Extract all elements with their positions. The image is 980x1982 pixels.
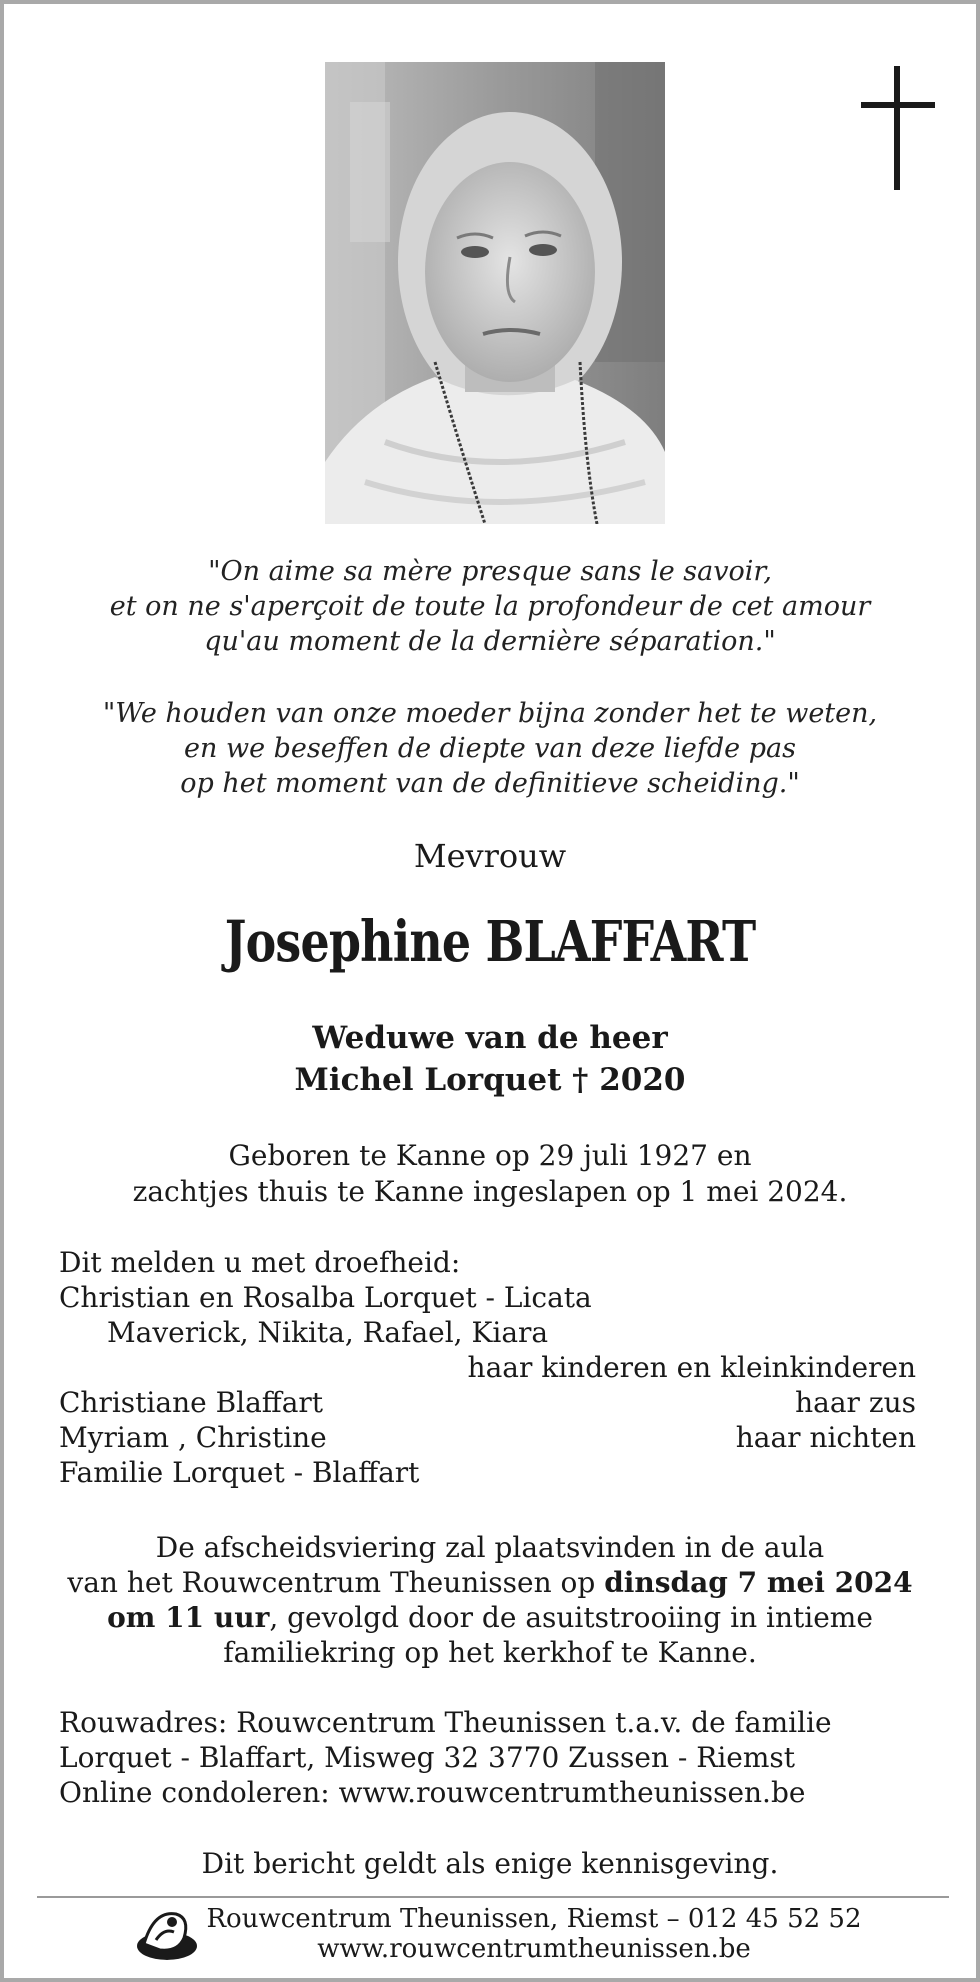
address-line-2: Lorquet - Blaffart, Misweg 32 3770 Zussen - Riemst bbox=[59, 1741, 796, 1774]
portrait-illustration bbox=[325, 62, 665, 524]
born-line-2: zachtjes thuis te Kanne ingeslapen op 1 mei 2024. bbox=[132, 1175, 848, 1208]
ceremony-line-3-text: , gevolgd door de asuitstrooiing in intieme bbox=[269, 1601, 873, 1634]
ceremony-time: om 11 uur bbox=[107, 1601, 270, 1634]
quote-french-line: "On aime sa mère presque sans le savoir, bbox=[208, 556, 772, 587]
ceremony-line-1: De afscheidsviering zal plaatsvinden in de aula bbox=[155, 1531, 825, 1564]
ceremony-line-2 bbox=[4, 1565, 976, 1601]
quote-french bbox=[4, 554, 976, 659]
ceremony-line-2-text: van het Rouwcentrum Theunissen op bbox=[67, 1566, 605, 1599]
cross-icon bbox=[861, 66, 935, 190]
family-grandchildren: Maverick, Nikita, Rafael, Kiara bbox=[107, 1316, 549, 1349]
salutation: Mevrouw bbox=[413, 837, 567, 875]
footer-divider bbox=[37, 1896, 949, 1898]
family-children: Christian en Rosalba Lorquet - Licata bbox=[59, 1281, 592, 1314]
family-nieces-relation: haar nichten bbox=[735, 1421, 916, 1454]
family-nieces: Myriam , Christine bbox=[59, 1421, 327, 1454]
deceased-name: Josephine BLAFFART bbox=[224, 909, 756, 975]
quote-dutch-line: op het moment van de definitieve scheiding." bbox=[180, 768, 800, 799]
portrait-photo bbox=[325, 62, 665, 524]
widow-line-2: Michel Lorquet † 2020 bbox=[294, 1062, 686, 1098]
address-line-1: Rouwadres: Rouwcentrum Theunissen t.a.v. de familie bbox=[59, 1706, 832, 1739]
quote-dutch-line: en we beseffen de diepte van deze liefde pas bbox=[184, 733, 796, 764]
ceremony-line-4: familiekring op het kerkhof te Kanne. bbox=[223, 1636, 757, 1669]
family-children-relation: haar kinderen en kleinkinderen bbox=[467, 1351, 916, 1384]
quote-dutch bbox=[4, 696, 976, 801]
family-sister: Christiane Blaffart bbox=[59, 1386, 324, 1419]
notice: Dit bericht geldt als enige kennisgeving. bbox=[201, 1847, 779, 1880]
ceremony-line-3 bbox=[4, 1600, 976, 1636]
born-line-1: Geboren te Kanne op 29 juli 1927 en bbox=[228, 1139, 752, 1172]
address-line-3: Online condoleren: www.rouwcentrumtheunissen.be bbox=[59, 1776, 806, 1809]
family-sister-relation: haar zus bbox=[795, 1386, 916, 1419]
quote-french-line: qu'au moment de la dernière séparation." bbox=[204, 626, 776, 657]
widow-line-1: Weduwe van de heer bbox=[312, 1020, 668, 1056]
ceremony-date: dinsdag 7 mei 2024 bbox=[604, 1566, 913, 1599]
quote-dutch-line: "We houden van onze moeder bijna zonder het te weten, bbox=[102, 698, 878, 729]
family-family: Familie Lorquet - Blaffart bbox=[59, 1456, 420, 1489]
family-intro: Dit melden u met droefheid: bbox=[59, 1246, 461, 1279]
quote-french-line: et on ne s'aperçoit de toute la profondeur de cet amour bbox=[109, 591, 871, 622]
footer-website[interactable]: www.rouwcentrumtheunissen.be bbox=[317, 1934, 751, 1964]
footer-line-1: Rouwcentrum Theunissen, Riemst – 012 45 52 52 bbox=[206, 1904, 862, 1934]
